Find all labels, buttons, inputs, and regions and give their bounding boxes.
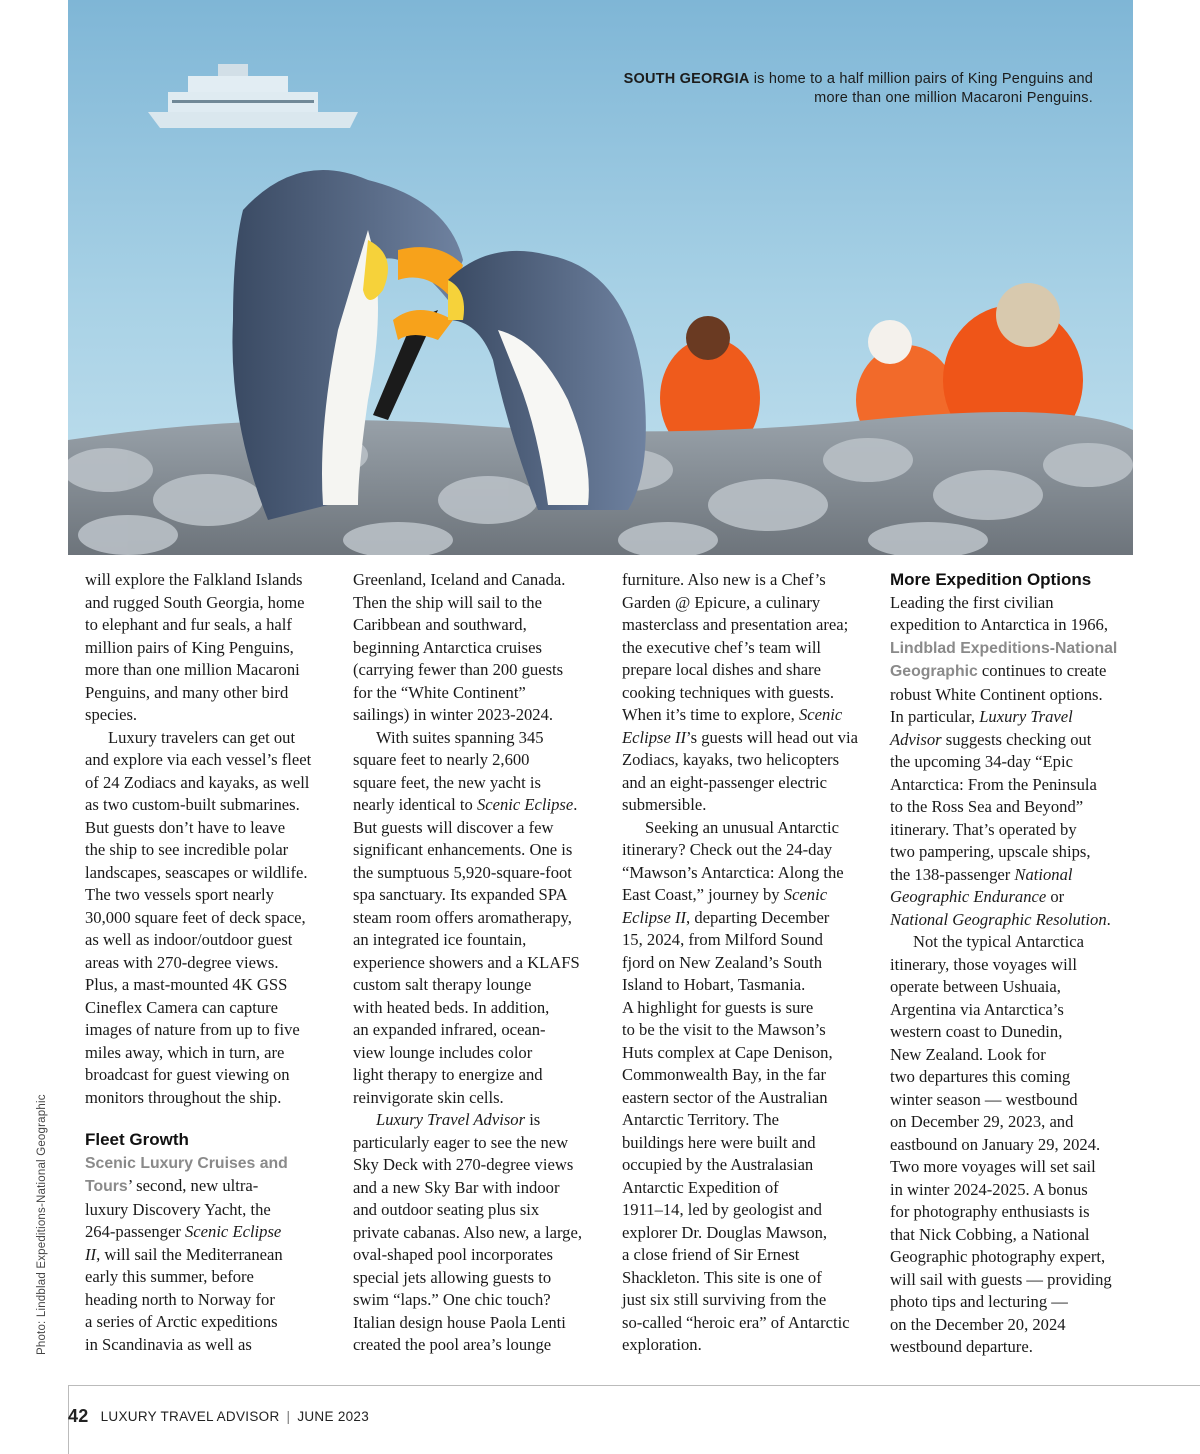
ship-name: Eclipse II: [622, 907, 687, 927]
text-line: western coast to Dunedin,: [890, 1022, 1063, 1041]
text-line: to the Ross Sea and Beyond”: [890, 797, 1084, 816]
text-line: Italian design house Paola Lenti: [353, 1312, 566, 1332]
text-line: explorer Dr. Douglas Mawson,: [622, 1222, 828, 1242]
photo-caption: [533, 70, 1093, 108]
text-line: westbound departure.: [890, 1337, 1033, 1356]
text-line: to be the visit to the Mawson’s: [622, 1020, 826, 1039]
text-line: particularly eager to see the new: [353, 1132, 569, 1152]
col2-paragraph-3: [353, 1109, 603, 1357]
publication-name: Advisor: [890, 729, 942, 749]
text-line: sailings) in winter 2023-2024.: [353, 705, 554, 724]
text-line: buildings here were built and: [622, 1132, 816, 1152]
text-line: submersible.: [622, 795, 707, 814]
text-line: for photography enthusiasts is: [890, 1202, 1090, 1221]
col1-paragraph-2: [85, 727, 335, 1110]
text-line: Huts complex at Cape Denison,: [622, 1042, 833, 1062]
text-line: winter season — westbound: [890, 1089, 1078, 1109]
publication-name: Luxury Travel Advisor: [376, 1110, 526, 1129]
text-line: Argentina via Antarctica’s: [890, 999, 1064, 1019]
text-line: Island to Hobart, Tasmania.: [622, 975, 806, 994]
page-number: 42: [68, 1406, 89, 1426]
text-line: miles away, which in turn, are: [85, 1042, 285, 1062]
text-line: Antarctic Expedition of: [622, 1177, 779, 1197]
text-lines: [622, 569, 872, 704]
text-line: special jets allowing guests to: [353, 1267, 552, 1287]
col4-paragraph-1: [890, 592, 1140, 932]
text-line: 1911–14, led by geologist and: [622, 1200, 822, 1219]
text-line: heading north to Norway for: [85, 1289, 275, 1309]
ship-name: National Geographic Resolution: [890, 909, 1107, 929]
photo-credit: Photo: Lindblad Expeditions-National Geographic: [36, 1094, 48, 1355]
text-lines: [890, 592, 1140, 637]
text-line: 30,000 square feet of deck space,: [85, 907, 306, 927]
publication-title: LUXURY TRAVEL ADVISOR: [100, 1409, 280, 1424]
text-line: itinerary. That’s operated by: [890, 819, 1077, 839]
text-lines: [353, 1132, 603, 1357]
text-line: Luxury travelers can get out: [108, 727, 296, 747]
text-line: monitors throughout the ship.: [85, 1087, 282, 1107]
col1-paragraph-3: [85, 1152, 335, 1357]
text-lines: [353, 727, 603, 795]
text-line: custom salt therapy lounge: [353, 975, 532, 994]
text-line: With suites spanning 345: [376, 727, 544, 747]
text-line: Caribbean and southward,: [353, 615, 527, 634]
text-line: as well as indoor/outdoor guest: [85, 930, 293, 949]
text-line: in winter 2024-2025. A bonus: [890, 1179, 1088, 1199]
text-run: nearly identical to: [353, 795, 477, 814]
text-line: expedition to Antarctica in 1966,: [890, 615, 1108, 634]
col1-paragraph-1: [85, 569, 335, 727]
text-run: or: [1046, 887, 1065, 906]
text-line: Sky Deck with 270-degree views: [353, 1155, 574, 1174]
text-line: Commonwealth Bay, in the far: [622, 1065, 826, 1084]
page-footer: [68, 1406, 369, 1427]
text-line: operate between Ushuaia,: [890, 977, 1061, 996]
col1-paragraph-3-rest: [85, 1266, 335, 1356]
text-line: spa sanctuary. Its expanded SPA: [353, 885, 568, 904]
text-line: robust White Continent options.: [890, 684, 1103, 704]
ship-name: Scenic: [783, 885, 828, 904]
text-run: When it’s time to explore,: [622, 705, 799, 724]
text-run: the 138-passenger: [890, 864, 1015, 884]
text-run: suggests checking out: [941, 729, 1092, 749]
text-line: two pampering, upscale ships,: [890, 842, 1091, 861]
col4-paragraph-2: [890, 931, 1140, 1359]
text-run: 264-passenger: [85, 1222, 185, 1241]
text-line: Antarctica: From the Peninsula: [890, 774, 1097, 794]
text-line: in Scandinavia as well as: [85, 1334, 252, 1354]
text-line: Cineflex Camera can capture: [85, 997, 279, 1017]
text-run: continues to create: [977, 661, 1107, 680]
ship-name: II: [85, 1244, 97, 1264]
text-line: areas with 270-degree views.: [85, 952, 279, 972]
scenic-brand-link: Scenic Luxury Cruises and: [85, 1154, 288, 1172]
text-run: .: [573, 795, 578, 814]
column-1: [85, 569, 335, 1356]
text-line: Greenland, Iceland and Canada.: [353, 570, 566, 589]
text-line: and an eight-passenger electric: [622, 772, 828, 792]
text-lines: [622, 749, 872, 817]
text-run: is: [525, 1110, 541, 1129]
text-line: oval-shaped pool incorporates: [353, 1245, 553, 1264]
text-run: , departing December: [686, 907, 830, 927]
text-line: photo tips and lecturing —: [890, 1292, 1068, 1311]
text-lines: [622, 817, 872, 885]
text-line: Zodiacs, kayaks, two helicopters: [622, 750, 840, 769]
text-line: images of nature from up to five: [85, 1020, 300, 1039]
text-line: prepare local dishes and share: [622, 660, 822, 679]
text-line: Antarctic Territory. The: [622, 1110, 780, 1129]
text-line: experience showers and a KLAFS: [353, 952, 580, 972]
text-line: the executive chef’s team will: [622, 637, 822, 657]
text-line: (carrying fewer than 200 guests: [353, 660, 564, 679]
text-line: reinvigorate skin cells.: [353, 1087, 504, 1107]
text-run: .: [1106, 909, 1111, 929]
text-line: on the December 20, 2024: [890, 1314, 1066, 1334]
text-line: itinerary, those voyages will: [890, 954, 1077, 974]
ship-name: Geographic Endurance: [890, 887, 1047, 906]
text-run: , will sail the Mediterranean: [96, 1244, 283, 1264]
footer-rule: [68, 1385, 1200, 1386]
text-line: that Nick Cobbing, a National: [890, 1224, 1090, 1244]
text-line: and a new Sky Bar with indoor: [353, 1177, 560, 1197]
footer-separator: |: [286, 1409, 291, 1424]
text-line: an expanded infrared, ocean-: [353, 1020, 546, 1039]
text-line: light therapy to energize and: [353, 1065, 543, 1084]
caption-text-2: more than one million Macaroni Penguins.: [814, 90, 1093, 106]
col2-paragraph-2: [353, 727, 603, 1110]
text-line: will sail with guests — providing: [890, 1269, 1112, 1289]
text-line: Seeking an unusual Antarctic: [645, 817, 840, 837]
ship-name: Scenic: [798, 705, 843, 724]
text-lines: [353, 817, 603, 1110]
text-line: exploration.: [622, 1335, 702, 1354]
lindblad-brand-link: Lindblad Expeditions-National: [890, 639, 1118, 657]
text-line: million pairs of King Penguins,: [85, 637, 294, 657]
column-4: [890, 569, 1140, 1359]
text-line: the sumptuous 5,920-square-foot: [353, 862, 572, 882]
text-run: ’ second, new ultra-: [127, 1176, 259, 1195]
text-line: square feet to nearly 2,600: [353, 750, 530, 769]
scenic-brand-link-2: Tours: [85, 1178, 128, 1195]
col3-paragraph-2: [622, 817, 872, 1357]
text-line: an integrated ice fountain,: [353, 930, 527, 949]
text-line: Shackleton. This site is one of: [622, 1267, 822, 1287]
text-line: beginning Antarctica cruises: [353, 637, 542, 657]
text-line: landscapes, seascapes or wildlife.: [85, 862, 308, 882]
col2-paragraph-1: [353, 569, 603, 727]
text-line: early this summer, before: [85, 1267, 254, 1286]
col3-paragraph-1: [622, 569, 872, 817]
fleet-growth-heading: Fleet Growth: [85, 1130, 189, 1149]
text-line: and explore via each vessel’s fleet: [85, 750, 312, 769]
text-line: Plus, a mast-mounted 4K GSS: [85, 975, 288, 994]
text-line: luxury Discovery Yacht, the: [85, 1199, 271, 1219]
text-line: Geographic photography expert,: [890, 1247, 1106, 1266]
text-line: broadcast for guest viewing on: [85, 1065, 290, 1084]
text-line: private cabanas. Also new, a large,: [353, 1222, 582, 1242]
text-lines: [622, 929, 872, 1357]
text-lines: [890, 751, 1140, 864]
text-line: the upcoming 34-day “Epic: [890, 752, 1073, 771]
text-line: for the “White Continent”: [353, 682, 526, 702]
text-line: A highlight for guests is sure: [622, 997, 814, 1017]
caption-lead: SOUTH GEORGIA: [623, 71, 750, 87]
text-line: will explore the Falkland Islands: [85, 570, 303, 589]
text-line: Penguins, and many other bird: [85, 682, 289, 702]
text-run: East Coast,” journey by: [622, 885, 784, 904]
column-3: [622, 569, 872, 1357]
text-line: a close friend of Sir Ernest: [622, 1245, 800, 1264]
text-line: The two vessels sport nearly: [85, 885, 274, 904]
text-lines: [890, 684, 1140, 707]
publication-name: Luxury Travel: [979, 707, 1073, 726]
text-line: the ship to see incredible polar: [85, 840, 289, 859]
ship-name: Scenic Eclipse: [476, 795, 574, 814]
issue-date: JUNE 2023: [297, 1409, 370, 1424]
ship-name: Eclipse II: [622, 727, 687, 747]
text-line: with heated beds. In addition,: [353, 997, 550, 1017]
text-line: Then the ship will sail to the: [353, 592, 542, 612]
text-line: more than one million Macaroni: [85, 660, 300, 679]
text-run: In particular,: [890, 707, 980, 726]
caption-text-1: is home to a half million pairs of King Penguins and: [749, 71, 1093, 87]
text-line: view lounge includes color: [353, 1042, 533, 1062]
text-line: masterclass and presentation area;: [622, 615, 849, 634]
text-line: 15, 2024, from Milford Sound: [622, 930, 823, 949]
text-line: Leading the first civilian: [890, 592, 1054, 612]
lindblad-brand-link-2: Geographic: [890, 663, 978, 680]
text-line: on December 29, 2023, and: [890, 1112, 1074, 1131]
hero-photo: [68, 0, 1133, 555]
text-line: Garden @ Epicure, a culinary: [622, 592, 821, 612]
text-line: a series of Arctic expeditions: [85, 1312, 278, 1331]
text-line: But guests will discover a few: [353, 817, 554, 837]
text-line: itinerary? Check out the 24-day: [622, 840, 833, 859]
text-line: eastbound on January 29, 2024.: [890, 1134, 1101, 1154]
text-line: cooking techniques with guests.: [622, 682, 834, 702]
text-run: ’s guests will head out via: [686, 727, 858, 747]
column-2: [353, 569, 603, 1357]
text-line: New Zealand. Look for: [890, 1044, 1046, 1064]
text-line: swim “laps.” One chic touch?: [353, 1290, 551, 1309]
text-line: fjord on New Zealand’s South: [622, 952, 823, 972]
text-line: as two custom-built submarines.: [85, 795, 300, 814]
ship-name: Scenic Eclipse: [185, 1222, 282, 1241]
text-line: created the pool area’s lounge: [353, 1335, 552, 1354]
text-line: so-called “heroic era” of Antarctic: [622, 1312, 850, 1332]
text-line: of 24 Zodiacs and kayaks, as well: [85, 772, 310, 792]
text-line: Two more voyages will set sail: [890, 1157, 1096, 1176]
text-line: two departures this coming: [890, 1067, 1071, 1086]
text-line: to elephant and fur seals, a half: [85, 615, 292, 634]
text-line: significant enhancements. One is: [353, 840, 573, 859]
text-line: just six still surviving from the: [622, 1290, 827, 1309]
text-line: occupied by the Australasian: [622, 1155, 814, 1174]
ship-name: National: [1014, 864, 1073, 884]
more-expedition-options-heading: More Expedition Options: [890, 570, 1092, 589]
text-line: steam room offers aromatherapy,: [353, 907, 572, 927]
text-line: species.: [85, 705, 138, 724]
text-line: “Mawson’s Antarctica: Along the: [622, 862, 844, 882]
text-line: and outdoor seating plus six: [353, 1200, 540, 1219]
text-line: Not the typical Antarctica: [913, 932, 1084, 951]
text-line: square feet, the new yacht is: [353, 772, 541, 792]
text-line: But guests don’t have to leave: [85, 817, 286, 837]
text-line: and rugged South Georgia, home: [85, 592, 305, 612]
text-line: eastern sector of the Australian: [622, 1087, 828, 1107]
text-line: furniture. Also new is a Chef’s: [622, 570, 826, 589]
